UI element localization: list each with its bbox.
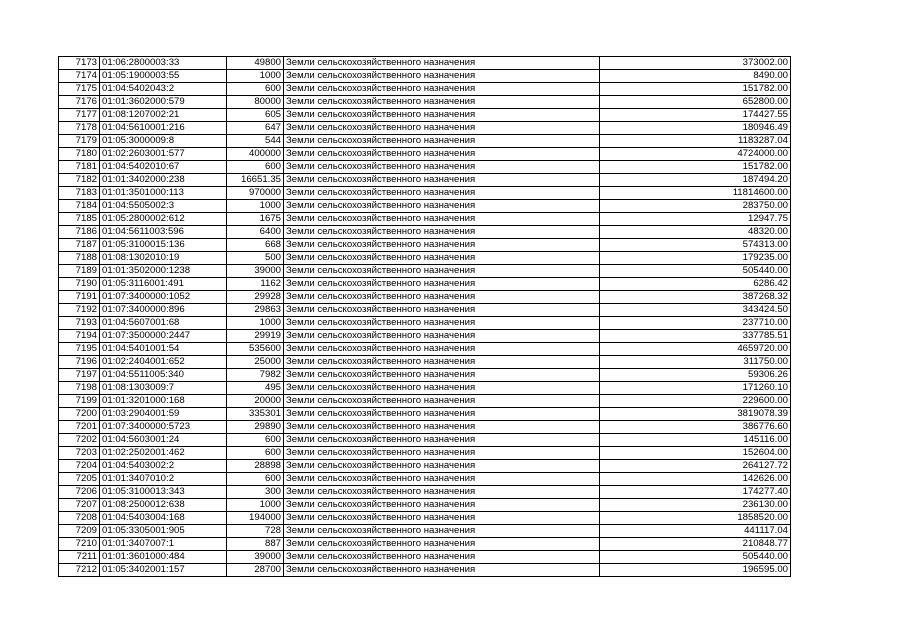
row-number-cell: 7203 [59, 447, 100, 460]
area-cell: 300 [227, 486, 284, 499]
land-category-cell: Земли сельскохозяйственного назначения [284, 239, 600, 252]
cadastral-number-cell: 01:05:3100015:136 [100, 239, 227, 252]
row-number-cell: 7179 [59, 135, 100, 148]
row-number-cell: 7174 [59, 70, 100, 83]
land-category-cell: Земли сельскохозяйственного назначения [284, 538, 600, 551]
land-category-cell: Земли сельскохозяйственного назначения [284, 57, 600, 70]
area-cell: 600 [227, 473, 284, 486]
cadastral-value-cell: 652800.00 [600, 96, 791, 109]
cadastral-number-cell: 01:04:5505002:3 [100, 200, 227, 213]
area-cell: 1162 [227, 278, 284, 291]
row-number-cell: 7186 [59, 226, 100, 239]
cadastral-number-cell: 01:04:5610001:216 [100, 122, 227, 135]
cadastral-number-cell: 01:05:1900003:55 [100, 70, 227, 83]
table-row [59, 434, 791, 447]
land-category-cell: Земли сельскохозяйственного назначения [284, 447, 600, 460]
row-number-cell: 7176 [59, 96, 100, 109]
table-row [59, 486, 791, 499]
table-row [59, 499, 791, 512]
table-row [59, 525, 791, 538]
table-row [59, 200, 791, 213]
table-row [59, 421, 791, 434]
cadastral-value-cell: 1858520.00 [600, 512, 791, 525]
cadastral-number-cell: 01:08:1207002:21 [100, 109, 227, 122]
cadastral-value-cell: 174277.40 [600, 486, 791, 499]
land-category-cell: Земли сельскохозяйственного назначения [284, 343, 600, 356]
table-row [59, 135, 791, 148]
table-row [59, 226, 791, 239]
cadastral-value-cell: 441117.04 [600, 525, 791, 538]
cadastral-number-cell: 01:07:3400000:1052 [100, 291, 227, 304]
area-cell: 28700 [227, 564, 284, 577]
cadastral-value-cell: 210848.77 [600, 538, 791, 551]
row-number-cell: 7180 [59, 148, 100, 161]
area-cell: 495 [227, 382, 284, 395]
land-category-cell: Земли сельскохозяйственного назначения [284, 408, 600, 421]
cadastral-value-cell: 574313.00 [600, 239, 791, 252]
land-category-cell: Земли сельскохозяйственного назначения [284, 382, 600, 395]
row-number-cell: 7195 [59, 343, 100, 356]
row-number-cell: 7196 [59, 356, 100, 369]
area-cell: 39000 [227, 265, 284, 278]
cadastral-value-cell: 12947.75 [600, 213, 791, 226]
row-number-cell: 7202 [59, 434, 100, 447]
cadastral-number-cell: 01:05:3305001:905 [100, 525, 227, 538]
cadastral-number-cell: 01:04:5511005:340 [100, 369, 227, 382]
cadastral-value-cell: 180946.49 [600, 122, 791, 135]
cadastral-number-cell: 01:01:3402000:238 [100, 174, 227, 187]
cadastral-number-cell: 01:04:5403002:2 [100, 460, 227, 473]
row-number-cell: 7211 [59, 551, 100, 564]
row-number-cell: 7191 [59, 291, 100, 304]
area-cell: 20000 [227, 395, 284, 408]
cadastral-value-cell: 142626.00 [600, 473, 791, 486]
table-body [59, 57, 791, 577]
cadastral-number-cell: 01:04:5603001:24 [100, 434, 227, 447]
cadastral-value-cell: 3819078.39 [600, 408, 791, 421]
land-category-cell: Земли сельскохозяйственного назначения [284, 317, 600, 330]
area-cell: 600 [227, 434, 284, 447]
table-row [59, 460, 791, 473]
land-category-cell: Земли сельскохозяйственного назначения [284, 486, 600, 499]
cadastral-number-cell: 01:05:3000009:8 [100, 135, 227, 148]
table-row [59, 161, 791, 174]
row-number-cell: 7190 [59, 278, 100, 291]
land-category-cell: Земли сельскохозяйственного назначения [284, 96, 600, 109]
land-category-cell: Земли сельскохозяйственного назначения [284, 265, 600, 278]
cadastral-number-cell: 01:05:3402001:157 [100, 564, 227, 577]
cadastral-value-cell: 171260.10 [600, 382, 791, 395]
table-row [59, 512, 791, 525]
area-cell: 600 [227, 83, 284, 96]
cadastral-number-cell: 01:01:3407010:2 [100, 473, 227, 486]
table-row [59, 252, 791, 265]
area-cell: 28898 [227, 460, 284, 473]
row-number-cell: 7188 [59, 252, 100, 265]
cadastral-value-cell: 343424.50 [600, 304, 791, 317]
table-row [59, 148, 791, 161]
area-cell: 600 [227, 161, 284, 174]
table-row [59, 330, 791, 343]
row-number-cell: 7209 [59, 525, 100, 538]
area-cell: 1000 [227, 317, 284, 330]
land-category-cell: Земли сельскохозяйственного назначения [284, 83, 600, 96]
cadastral-value-cell: 8490.00 [600, 70, 791, 83]
land-category-cell: Земли сельскохозяйственного назначения [284, 278, 600, 291]
table-row [59, 265, 791, 278]
area-cell: 500 [227, 252, 284, 265]
cadastral-value-cell: 264127.72 [600, 460, 791, 473]
cadastral-number-cell: 01:02:2404001:652 [100, 356, 227, 369]
table-row [59, 447, 791, 460]
row-number-cell: 7194 [59, 330, 100, 343]
land-category-cell: Земли сельскохозяйственного назначения [284, 512, 600, 525]
area-cell: 29863 [227, 304, 284, 317]
land-category-cell: Земли сельскохозяйственного назначения [284, 226, 600, 239]
cadastral-value-cell: 187494.20 [600, 174, 791, 187]
area-cell: 1675 [227, 213, 284, 226]
cadastral-value-cell: 152604.00 [600, 447, 791, 460]
land-category-cell: Земли сельскохозяйственного назначения [284, 330, 600, 343]
table-row [59, 174, 791, 187]
row-number-cell: 7185 [59, 213, 100, 226]
row-number-cell: 7183 [59, 187, 100, 200]
table-row [59, 96, 791, 109]
land-category-cell: Земли сельскохозяйственного назначения [284, 161, 600, 174]
cadastral-number-cell: 01:05:2800002:612 [100, 213, 227, 226]
table-row [59, 109, 791, 122]
area-cell: 7982 [227, 369, 284, 382]
cadastral-value-cell: 337785.51 [600, 330, 791, 343]
cadastral-number-cell: 01:01:3201000:168 [100, 395, 227, 408]
cadastral-value-cell: 174427.55 [600, 109, 791, 122]
row-number-cell: 7193 [59, 317, 100, 330]
area-cell: 80000 [227, 96, 284, 109]
area-cell: 1000 [227, 70, 284, 83]
land-category-cell: Земли сельскохозяйственного назначения [284, 525, 600, 538]
table-row [59, 395, 791, 408]
area-cell: 647 [227, 122, 284, 135]
row-number-cell: 7192 [59, 304, 100, 317]
table-row [59, 57, 791, 70]
row-number-cell: 7178 [59, 122, 100, 135]
area-cell: 887 [227, 538, 284, 551]
cadastral-number-cell: 01:07:3400000:896 [100, 304, 227, 317]
cadastral-number-cell: 01:02:2603001:577 [100, 148, 227, 161]
cadastral-value-cell: 6286.42 [600, 278, 791, 291]
cadastral-number-cell: 01:01:3501000:113 [100, 187, 227, 200]
cadastral-number-cell: 01:08:1302010:19 [100, 252, 227, 265]
cadastral-number-cell: 01:07:3500000:2447 [100, 330, 227, 343]
table-row [59, 564, 791, 577]
row-number-cell: 7212 [59, 564, 100, 577]
area-cell: 6400 [227, 226, 284, 239]
area-cell: 25000 [227, 356, 284, 369]
land-category-cell: Земли сельскохозяйственного назначения [284, 434, 600, 447]
area-cell: 544 [227, 135, 284, 148]
row-number-cell: 7189 [59, 265, 100, 278]
cadastral-value-cell: 1183287.04 [600, 135, 791, 148]
area-cell: 400000 [227, 148, 284, 161]
row-number-cell: 7205 [59, 473, 100, 486]
land-category-cell: Земли сельскохозяйственного назначения [284, 460, 600, 473]
cadastral-value-cell: 283750.00 [600, 200, 791, 213]
table-row [59, 213, 791, 226]
land-category-cell: Земли сельскохозяйственного назначения [284, 135, 600, 148]
row-number-cell: 7201 [59, 421, 100, 434]
row-number-cell: 7204 [59, 460, 100, 473]
cadastral-value-cell: 11814600.00 [600, 187, 791, 200]
row-number-cell: 7207 [59, 499, 100, 512]
land-category-cell: Земли сельскохозяйственного назначения [284, 551, 600, 564]
table-row [59, 356, 791, 369]
table-row [59, 408, 791, 421]
cadastral-value-cell: 48320.00 [600, 226, 791, 239]
cadastral-value-cell: 4659720.00 [600, 343, 791, 356]
area-cell: 668 [227, 239, 284, 252]
cadastral-number-cell: 01:04:5611003:596 [100, 226, 227, 239]
table-row [59, 369, 791, 382]
cadastral-value-cell: 151782.00 [600, 161, 791, 174]
row-number-cell: 7181 [59, 161, 100, 174]
row-number-cell: 7198 [59, 382, 100, 395]
cadastral-number-cell: 01:01:3602000:579 [100, 96, 227, 109]
cadastral-value-cell: 311750.00 [600, 356, 791, 369]
cadastral-value-cell: 196595.00 [600, 564, 791, 577]
land-category-cell: Земли сельскохозяйственного назначения [284, 291, 600, 304]
row-number-cell: 7208 [59, 512, 100, 525]
cadastral-value-cell: 59306.26 [600, 369, 791, 382]
cadastral-number-cell: 01:04:5403004:168 [100, 512, 227, 525]
row-number-cell: 7173 [59, 57, 100, 70]
table-row [59, 278, 791, 291]
land-category-cell: Земли сельскохозяйственного назначения [284, 109, 600, 122]
table-row [59, 83, 791, 96]
table-row [59, 291, 791, 304]
land-category-cell: Земли сельскохозяйственного назначения [284, 70, 600, 83]
cadastral-value-cell: 229600.00 [600, 395, 791, 408]
table-row [59, 382, 791, 395]
cadastral-value-cell: 145116.00 [600, 434, 791, 447]
cadastral-number-cell: 01:08:1303009:7 [100, 382, 227, 395]
area-cell: 49800 [227, 57, 284, 70]
land-category-cell: Земли сельскохозяйственного назначения [284, 369, 600, 382]
cadastral-value-cell: 237710.00 [600, 317, 791, 330]
row-number-cell: 7177 [59, 109, 100, 122]
row-number-cell: 7197 [59, 369, 100, 382]
row-number-cell: 7210 [59, 538, 100, 551]
land-category-cell: Земли сельскохозяйственного назначения [284, 356, 600, 369]
area-cell: 605 [227, 109, 284, 122]
table-row [59, 70, 791, 83]
cadastral-number-cell: 01:05:3116001:491 [100, 278, 227, 291]
cadastral-value-cell: 505440.00 [600, 551, 791, 564]
row-number-cell: 7206 [59, 486, 100, 499]
cadastral-value-cell: 151782.00 [600, 83, 791, 96]
land-category-cell: Земли сельскохозяйственного назначения [284, 252, 600, 265]
cadastral-value-cell: 387268.32 [600, 291, 791, 304]
table-row [59, 122, 791, 135]
cadastral-number-cell: 01:04:5402043:2 [100, 83, 227, 96]
area-cell: 29928 [227, 291, 284, 304]
cadastral-number-cell: 01:02:2502001:462 [100, 447, 227, 460]
row-number-cell: 7199 [59, 395, 100, 408]
area-cell: 39000 [227, 551, 284, 564]
table-row [59, 343, 791, 356]
land-category-cell: Земли сельскохозяйственного назначения [284, 564, 600, 577]
land-category-cell: Земли сельскохозяйственного назначения [284, 473, 600, 486]
area-cell: 600 [227, 447, 284, 460]
table-row [59, 473, 791, 486]
row-number-cell: 7182 [59, 174, 100, 187]
land-category-cell: Земли сельскохозяйственного назначения [284, 395, 600, 408]
cadastral-value-cell: 179235.00 [600, 252, 791, 265]
land-category-cell: Земли сельскохозяйственного назначения [284, 421, 600, 434]
cadastral-number-cell: 01:04:5607001:68 [100, 317, 227, 330]
area-cell: 194000 [227, 512, 284, 525]
cadastral-number-cell: 01:01:3407007:1 [100, 538, 227, 551]
table-row [59, 538, 791, 551]
table-row [59, 551, 791, 564]
land-category-cell: Земли сельскохозяйственного назначения [284, 304, 600, 317]
area-cell: 728 [227, 525, 284, 538]
land-registry-table [58, 56, 791, 577]
cadastral-value-cell: 505440.00 [600, 265, 791, 278]
land-category-cell: Земли сельскохозяйственного назначения [284, 122, 600, 135]
table-row [59, 317, 791, 330]
area-cell: 970000 [227, 187, 284, 200]
table-row [59, 304, 791, 317]
cadastral-value-cell: 373002.00 [600, 57, 791, 70]
cadastral-number-cell: 01:03:2904001:59 [100, 408, 227, 421]
cadastral-number-cell: 01:04:5402010:67 [100, 161, 227, 174]
table-row [59, 239, 791, 252]
cadastral-number-cell: 01:05:3100013:343 [100, 486, 227, 499]
cadastral-number-cell: 01:01:3502000:1238 [100, 265, 227, 278]
table-row [59, 187, 791, 200]
cadastral-number-cell: 01:01:3601000:484 [100, 551, 227, 564]
area-cell: 1000 [227, 200, 284, 213]
row-number-cell: 7175 [59, 83, 100, 96]
cadastral-value-cell: 236130.00 [600, 499, 791, 512]
land-category-cell: Земли сельскохозяйственного назначения [284, 174, 600, 187]
cadastral-number-cell: 01:04:5401001:54 [100, 343, 227, 356]
land-category-cell: Земли сельскохозяйственного назначения [284, 148, 600, 161]
land-category-cell: Земли сельскохозяйственного назначения [284, 187, 600, 200]
area-cell: 29919 [227, 330, 284, 343]
land-category-cell: Земли сельскохозяйственного назначения [284, 499, 600, 512]
cadastral-number-cell: 01:07:3400000:5723 [100, 421, 227, 434]
cadastral-value-cell: 386776.60 [600, 421, 791, 434]
area-cell: 29890 [227, 421, 284, 434]
land-registry-sheet [58, 56, 790, 577]
land-category-cell: Земли сельскохозяйственного назначения [284, 200, 600, 213]
row-number-cell: 7200 [59, 408, 100, 421]
row-number-cell: 7187 [59, 239, 100, 252]
row-number-cell: 7184 [59, 200, 100, 213]
cadastral-number-cell: 01:06:2800003:33 [100, 57, 227, 70]
area-cell: 535600 [227, 343, 284, 356]
cadastral-number-cell: 01:08:2500012:638 [100, 499, 227, 512]
cadastral-value-cell: 4724000.00 [600, 148, 791, 161]
land-category-cell: Земли сельскохозяйственного назначения [284, 213, 600, 226]
area-cell: 1000 [227, 499, 284, 512]
area-cell: 16651.35 [227, 174, 284, 187]
area-cell: 335301 [227, 408, 284, 421]
